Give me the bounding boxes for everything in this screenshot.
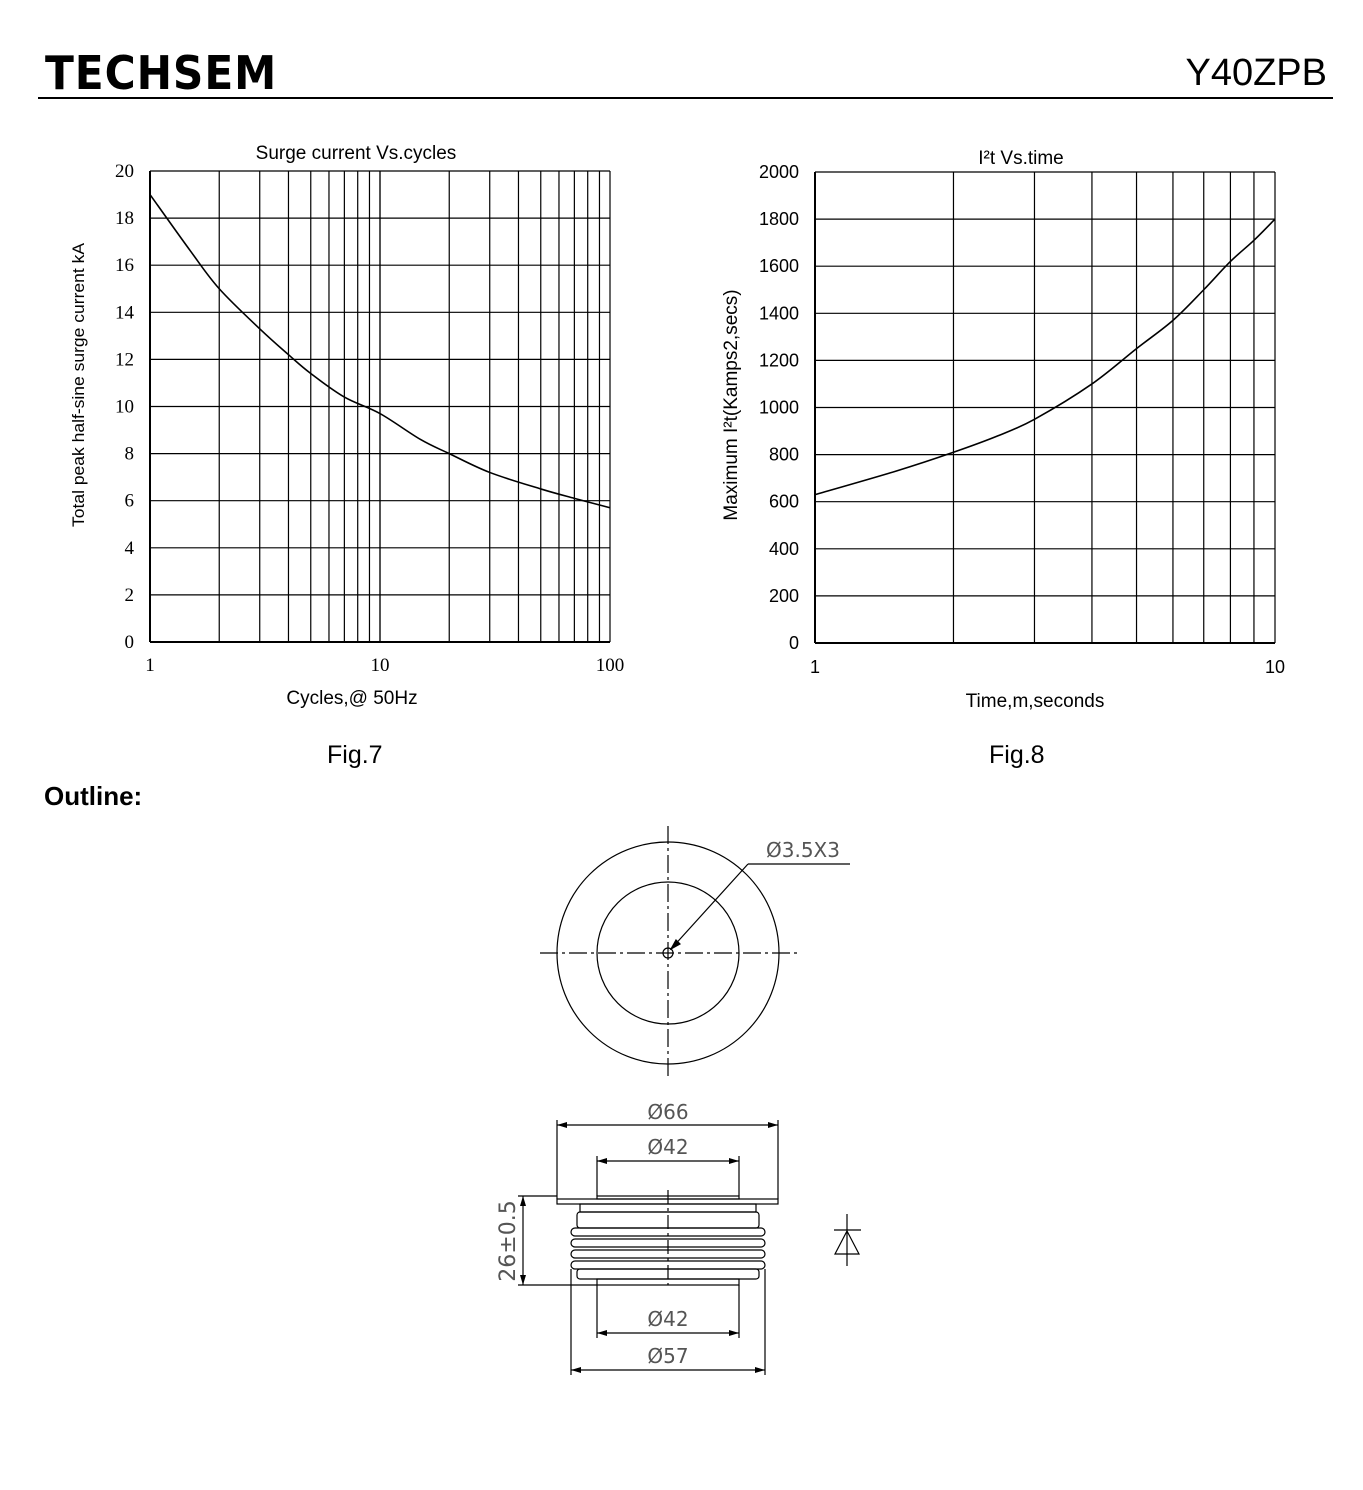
chart8-title: I²t Vs.time (978, 148, 1064, 169)
y-tick-label: 400 (768, 538, 799, 559)
y-tick-label: 12 (115, 349, 134, 371)
chart7-x-axis-label: Cycles,@ 50Hz (286, 688, 418, 709)
x-tick-label: 10 (1264, 657, 1286, 677)
fig7-caption: Fig.7 (327, 741, 383, 769)
chart8-y-axis-label: Maximum I²t(Kamps2,secs) (721, 289, 742, 521)
y-tick-label: 14 (115, 302, 134, 324)
dim-label-66: Ø66 (647, 1100, 689, 1124)
x-tick-label: 1 (145, 655, 155, 676)
y-tick-label: 1600 (758, 256, 799, 277)
x-tick-label: 10 (370, 655, 390, 676)
y-tick-label: 20 (115, 161, 134, 182)
y-tick-label: 1400 (758, 303, 799, 324)
y-tick-label: 0 (124, 632, 134, 653)
y-tick-label: 2000 (758, 162, 799, 182)
hole-label: Ø3.5X3 (766, 838, 840, 862)
chart7-y-axis-label: Total peak half-sine surge current kA (69, 251, 88, 527)
model-number: Y40ZPB (1185, 52, 1327, 94)
brand-logo: TECHSEM (45, 46, 278, 100)
chart8-x-axis-label: Time,m,seconds (965, 691, 1105, 712)
dim-label-height: 26±0.5 (496, 1200, 521, 1282)
y-tick-label: 600 (768, 491, 799, 512)
x-tick-label: 1 (809, 657, 821, 677)
y-tick-label: 8 (124, 443, 134, 465)
y-tick-label: 16 (115, 255, 134, 277)
dim-label-57: Ø57 (647, 1344, 689, 1368)
y-tick-label: 1000 (758, 397, 799, 418)
y-tick-label: 6 (124, 490, 134, 512)
dim-label-42-bottom: Ø42 (647, 1307, 689, 1331)
chart7-title: Surge current Vs.cycles (255, 143, 457, 164)
fig8-caption: Fig.8 (989, 741, 1045, 769)
y-tick-label: 1800 (758, 209, 799, 230)
y-tick-label: 200 (768, 585, 799, 606)
x-tick-label: 100 (595, 655, 625, 676)
y-tick-label: 2 (124, 584, 134, 606)
y-tick-label: 10 (115, 396, 134, 418)
y-tick-label: 4 (124, 537, 134, 559)
y-tick-label: 0 (788, 633, 799, 653)
outline-heading: Outline: (44, 781, 143, 811)
y-tick-label: 1200 (758, 350, 799, 371)
y-tick-label: 18 (115, 208, 134, 230)
y-tick-label: 800 (768, 444, 799, 465)
dim-label-42-top: Ø42 (647, 1135, 689, 1159)
